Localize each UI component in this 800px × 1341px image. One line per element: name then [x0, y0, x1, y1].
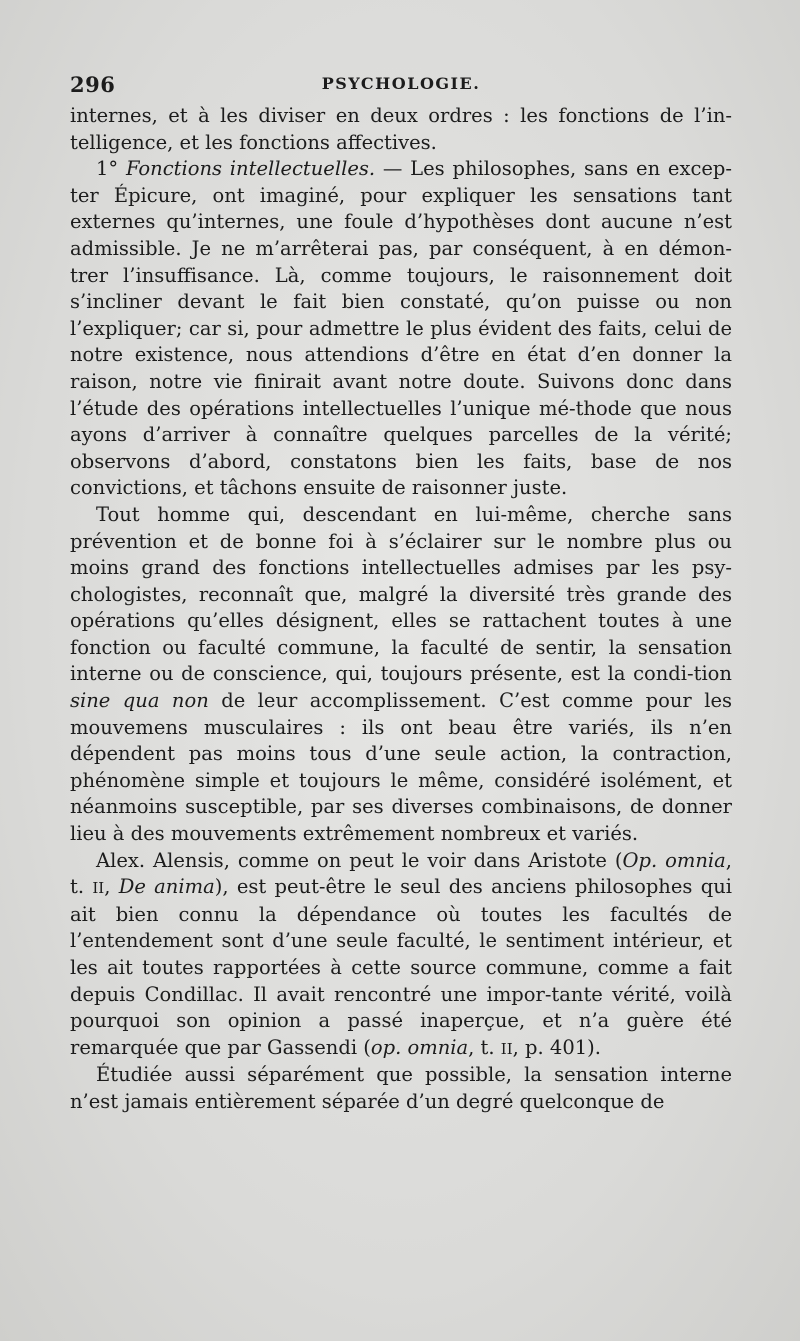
running-title: PSYCHOLOGIE. [321, 74, 481, 93]
paragraph-text: internes, et à les diviser en deux ordres : les fonctions de l’in-telligence, et les fonctions affectives. [70, 104, 732, 154]
paragraph-1-continuation [70, 103, 732, 156]
paragraph-sensation-interne [70, 502, 732, 848]
section-heading: Fonctions intellectuelles. [125, 157, 376, 181]
paragraph-etudiee [70, 1062, 732, 1115]
citation-title: op. omnia [370, 1035, 469, 1059]
paragraph-text: , t. [70, 848, 732, 899]
paragraph-text: ), est peut-être le seul des anciens philosophes qui ait bien connu la dépendance où toutes les facultés de l’entendement sont d’une seule faculté, le sentiment intérieur, et les ait toutes rapportées à cette source commune, comme a fait depuis Condillac. Il avait rencontré une impor-tante vérité, voilà pourquoi son opinion a passé inaperçue, et n’a guère été remarquée que par Gassendi ( [70, 875, 732, 1059]
section-number: 1° [96, 157, 126, 181]
volume-number: II [500, 1039, 513, 1058]
italic-phrase: sine qua non [70, 689, 209, 713]
paragraph-text: , [104, 875, 119, 899]
citation-title: Op. omnia [622, 848, 726, 872]
paragraph-text: , t. [468, 1035, 501, 1059]
volume-number: II [92, 879, 105, 898]
paragraph-text: Alex. Alensis, comme on peut le voir dans Aristote ( [96, 848, 623, 872]
paragraph-text: Tout homme qui, descendant en lui-même, cherche sans prévention et de bonne foi à s’éclairer sur le nombre plus ou moins grand des fonctions intellectuelles admises par les psy-chologistes, reconnaît que, malgré la diversité très grande des opérations qu’elles désignent, elles se rattachent toutes à une fonction ou faculté commune, la faculté de sentir, la sensation interne ou de conscience, qui, toujours présente, est la condi-tion [70, 502, 732, 686]
paragraph-text: de leur accomplissement. C’est comme pour les mouvemens musculaires : ils ont beau être variés, ils n’en dépendent pas moins tous d’une seule action, la contraction, phénomène simple et toujours le même, considéré isolément, et néanmoins susceptible, par ses diverses combinaisons, de donner lieu à des mouvements extrêmement nombreux et variés. [70, 689, 732, 846]
paragraph-alex-alensis [70, 848, 732, 1063]
running-head [70, 72, 732, 102]
paragraph-text: Étudiée aussi séparément que possible, la sensation interne n’est jamais entièrement séparée d’un degré quelconque de [70, 1063, 732, 1113]
page-number: 296 [70, 72, 116, 97]
citation-title: De anima [118, 875, 215, 899]
paragraph-intellectual-functions [70, 156, 732, 502]
body-text [70, 103, 732, 1116]
paragraph-text: — Les philosophes, sans en excep-ter Épicure, ont imaginé, pour expliquer les sensations tant externes qu’internes, une foule d’hypothèses dont aucune n’est admissible. Je ne m’arrêterai pas, par conséquent, à en démon-trer l’insuffisance. Là, comme toujours, le raisonnement doit s’incliner devant le fait bien constaté, qu’on puisse ou non l’expliquer; car si, pour admettre le plus évident des faits, celui de notre existence, nous attendions d’être en état d’en donner la raison, notre vie finirait avant notre doute. Suivons donc dans l’étude des opérations intellectuelles l’unique mé-thode que nous ayons d’arriver à connaître quelques parcelles de la vérité; observons d’abord, constatons bien les faits, base de nos convictions, et tâchons ensuite de raisonner juste. [70, 157, 732, 500]
paragraph-text: , p. 401). [512, 1035, 601, 1059]
